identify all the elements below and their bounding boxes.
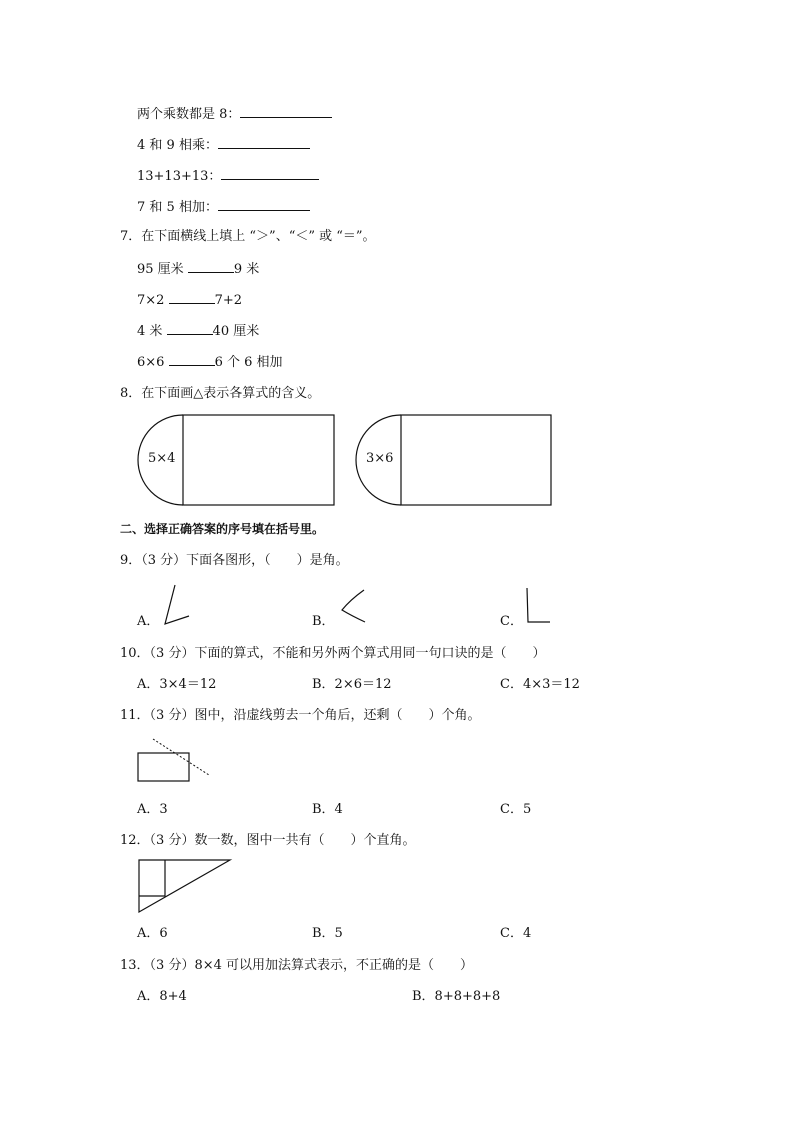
compare-left: 95 厘米 <box>137 262 184 277</box>
q12-stem: 12．（3 分）数一数，图中一共有（ ）个直角。 <box>120 833 416 848</box>
option-b[interactable]: B．4 <box>312 802 343 817</box>
q9-stem: 9．（3 分）下面各图形，（ ）是角。 <box>120 553 349 568</box>
fill-item-label: 7 和 5 相加： <box>137 200 218 215</box>
option-c[interactable]: C．4 <box>500 926 532 941</box>
q10-stem: 10．（3 分）下面的算式，不能和另外两个算式用同一句口诀的是（ ） <box>120 646 546 661</box>
compare-left: 7×2 <box>137 293 165 308</box>
option-a[interactable]: A．3 <box>137 802 168 817</box>
q11-stem: 11．（3 分）图中，沿虚线剪去一个角后，还剩（ ）个角。 <box>120 708 481 723</box>
option-b[interactable]: B．5 <box>312 926 343 941</box>
compare-left: 4 米 <box>137 324 163 339</box>
shape-expression: 3×6 <box>366 451 394 466</box>
section-heading: 二、选择正确答案的序号填在括号里。 <box>120 522 325 536</box>
fill-item-label: 13+13+13： <box>137 169 222 184</box>
option-c[interactable]: C．5 <box>500 802 532 817</box>
inner-square <box>139 860 165 896</box>
compare-right: 6 个 6 相加 <box>214 355 283 370</box>
option-b[interactable]: B． <box>312 614 335 629</box>
fill-item-label: 4 和 9 相乘： <box>137 138 218 153</box>
compare-right: 40 厘米 <box>212 324 260 339</box>
triangle <box>139 860 230 912</box>
shape-expression: 5×4 <box>148 451 176 466</box>
option-a[interactable]: A．3×4＝12 <box>137 677 217 692</box>
option-c[interactable]: C． <box>500 614 523 629</box>
option-a[interactable]: A．6 <box>137 926 168 941</box>
option-b[interactable]: B．2×6＝12 <box>312 677 392 692</box>
fill-item-label: 两个乘数都是 8： <box>137 107 241 122</box>
q13-stem: 13．（3 分）8×4 可以用加法算式表示，不正确的是（ ） <box>120 958 474 973</box>
option-a[interactable]: A．8+4 <box>137 989 187 1004</box>
compare-right: 9 米 <box>233 262 260 277</box>
option-b[interactable]: B．8+8+8+8 <box>412 989 501 1004</box>
q8-title: 8．在下面画△表示各算式的含义。 <box>120 386 321 401</box>
compare-right: 7+2 <box>214 293 243 308</box>
q7-title: 7．在下面横线上填上 “＞”、“＜” 或 “＝”。 <box>120 229 376 244</box>
option-c[interactable]: C．4×3＝12 <box>500 677 580 692</box>
compare-left: 6×6 <box>137 355 165 370</box>
option-a[interactable]: A． <box>137 614 160 629</box>
